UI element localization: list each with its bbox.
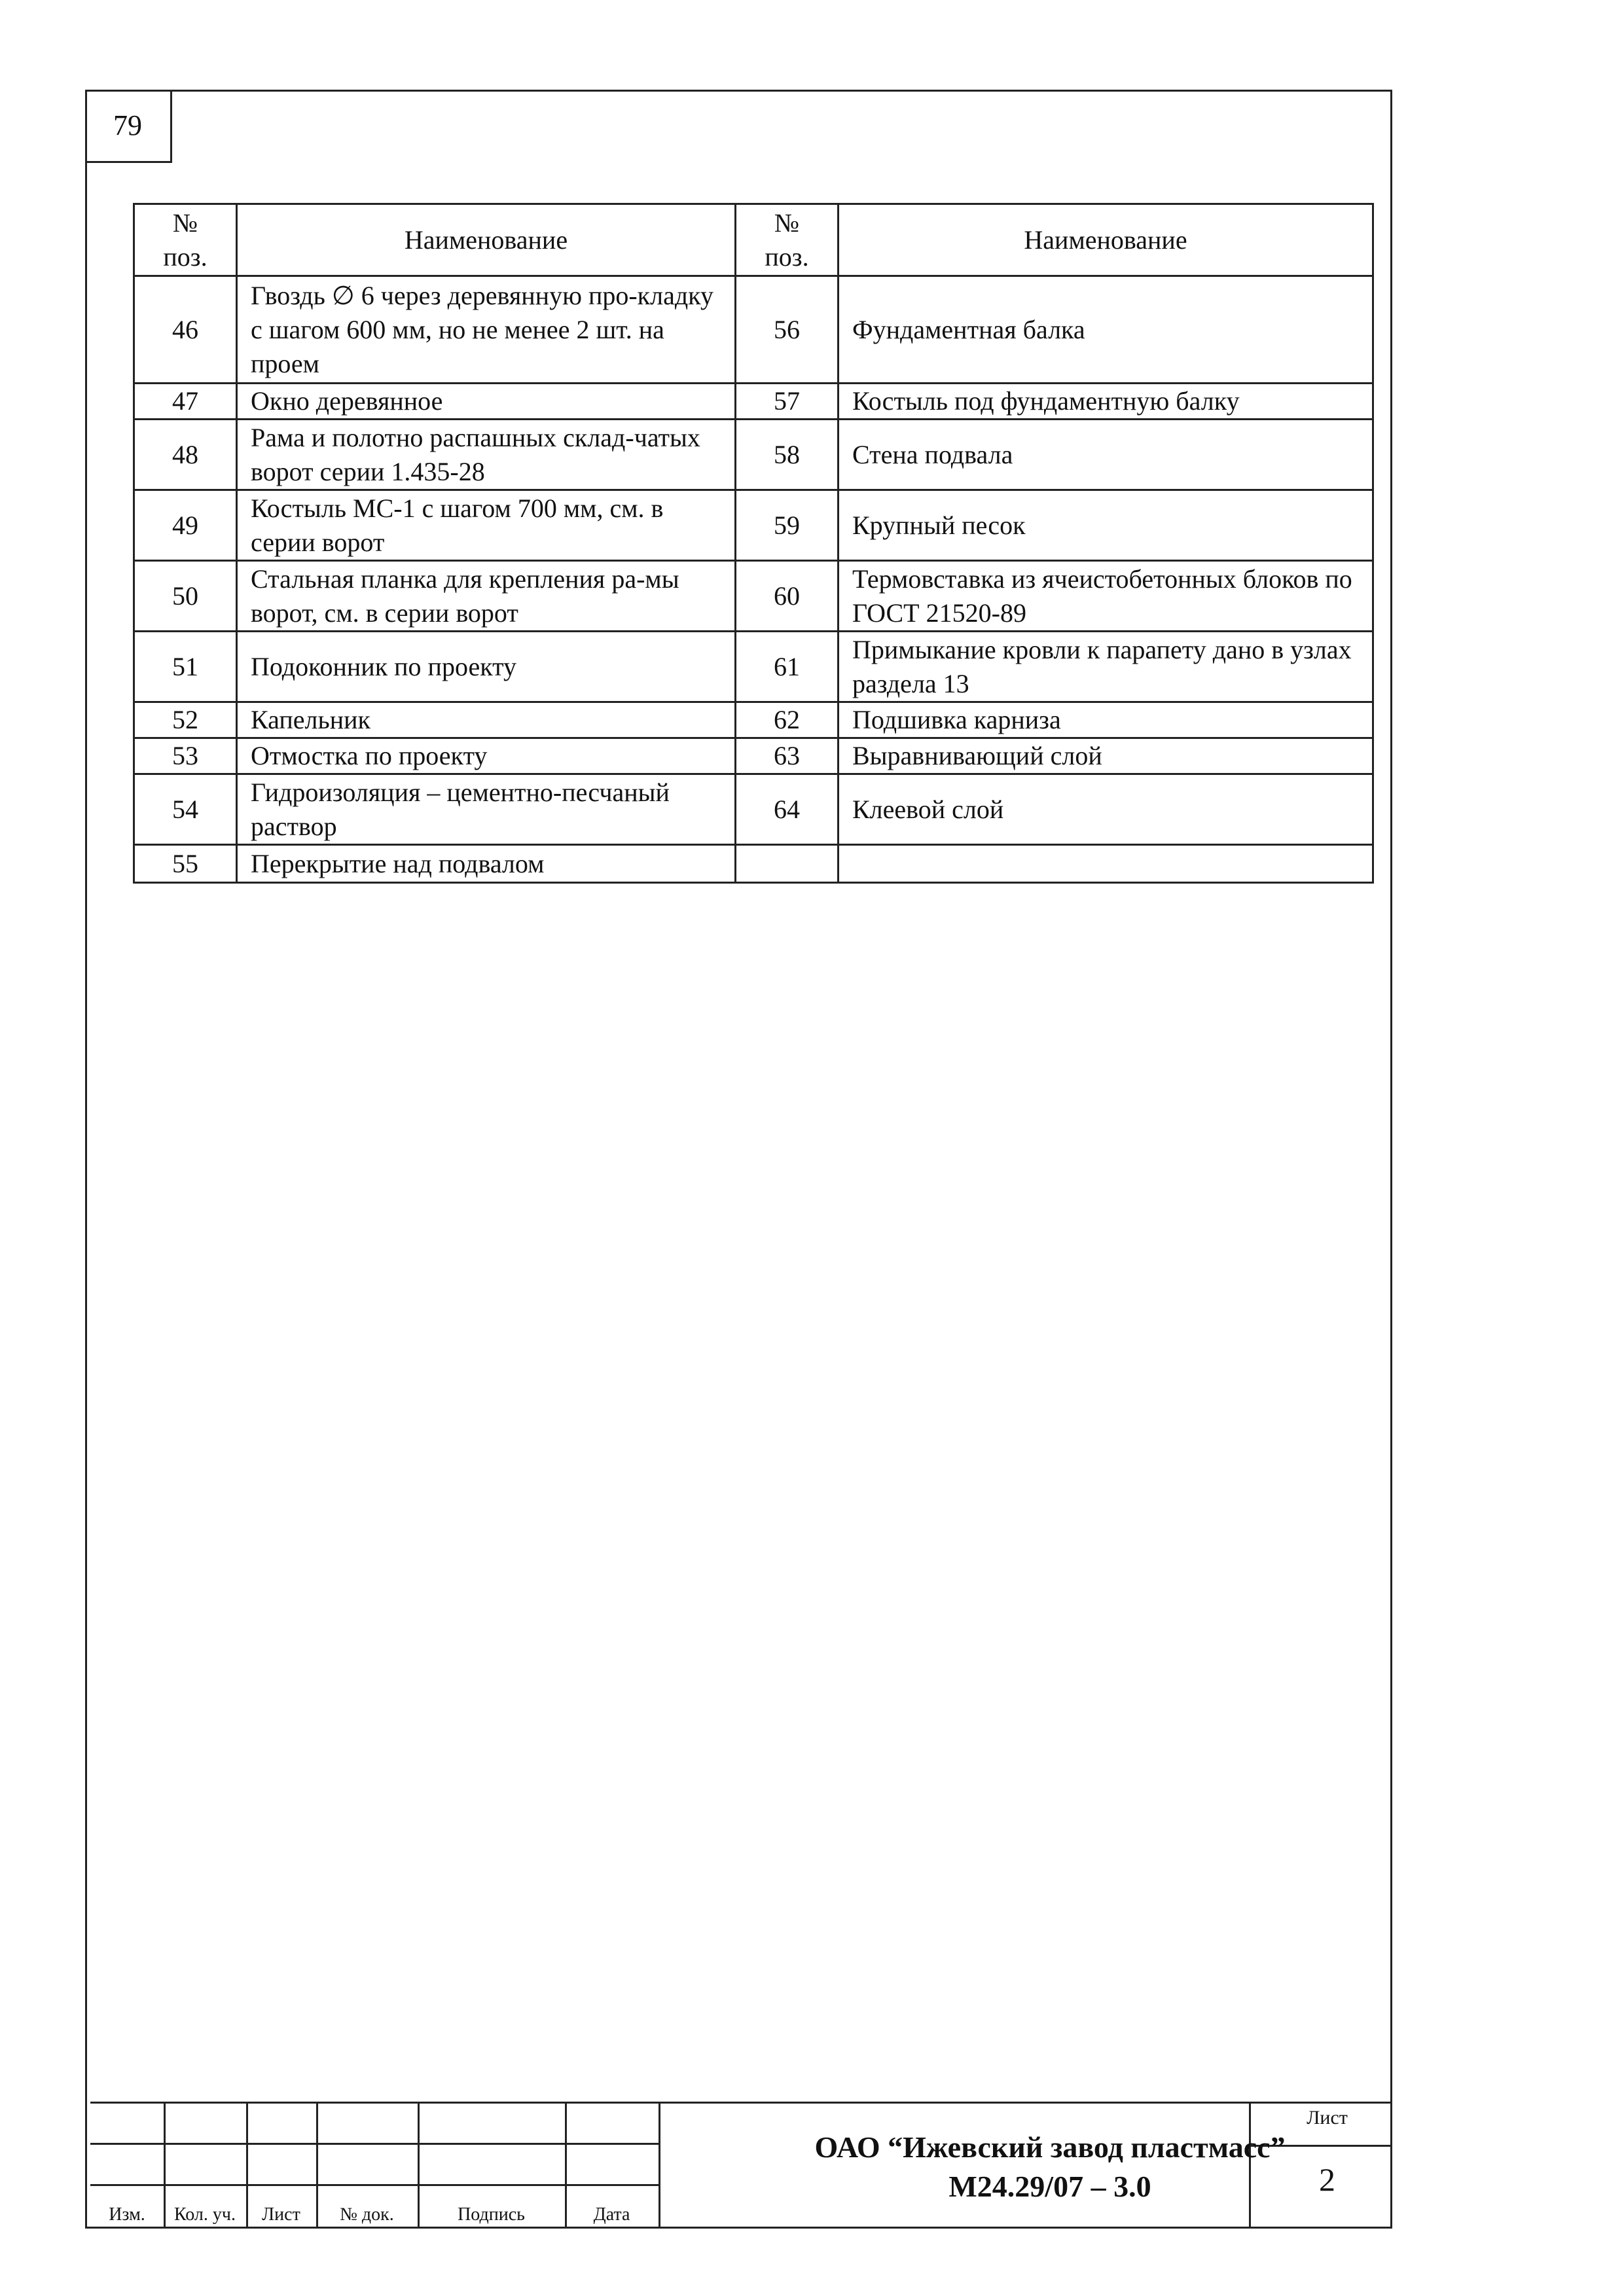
pos-right	[736, 845, 839, 883]
name-right: Выравнивающий слой	[839, 738, 1373, 774]
pos-left: 50	[134, 561, 237, 632]
table-row	[134, 490, 1373, 561]
table-row	[134, 561, 1373, 632]
name-right: Подшивка карниза	[839, 702, 1373, 738]
pos-left: 52	[134, 702, 237, 738]
name-right: Клеевой слой	[839, 774, 1373, 845]
table-row	[134, 276, 1373, 384]
stamp-line	[90, 2102, 1392, 2104]
pos-right: 62	[736, 702, 839, 738]
stamp-line	[90, 2143, 660, 2145]
pos-right: 63	[736, 738, 839, 774]
stamp-title	[753, 2128, 1347, 2206]
stamp-label-doc-no: № док.	[340, 2204, 394, 2225]
stamp-label-signature: Подпись	[458, 2204, 525, 2225]
page-number: 79	[85, 90, 172, 163]
table-header-row	[134, 204, 1373, 276]
name-right	[839, 845, 1373, 883]
table-row	[134, 420, 1373, 490]
table-row	[134, 774, 1373, 845]
pos-right: 61	[736, 632, 839, 702]
pos-left: 49	[134, 490, 237, 561]
pos-right: 64	[736, 774, 839, 845]
specification-table	[133, 203, 1374, 884]
pos-right: 60	[736, 561, 839, 632]
pos-left: 53	[134, 738, 237, 774]
pos-right: 56	[736, 276, 839, 384]
pos-header-left	[134, 204, 237, 276]
name-right: Стена подвала	[839, 420, 1373, 490]
stamp-label-date: Дата	[593, 2204, 630, 2225]
name-left: Гидроизоляция – цементно-песчаный раствор	[237, 774, 736, 845]
table-row	[134, 845, 1373, 883]
name-right: Костыль под фундаментную балку	[839, 384, 1373, 420]
document-code: М24.29/07 – 3.0	[948, 2170, 1151, 2203]
stamp-label-izm: Изм.	[109, 2204, 145, 2225]
table-row	[134, 632, 1373, 702]
table-row	[134, 738, 1373, 774]
stamp-label-kol-uch: Кол. уч.	[174, 2204, 236, 2225]
name-left: Капельник	[237, 702, 736, 738]
stamp-label-list: Лист	[262, 2204, 300, 2225]
name-header-right: Наименование	[839, 204, 1373, 276]
name-left: Гвоздь ∅ 6 через деревянную про-кладку с шагом 600 мм, но не менее 2 шт. на проем	[237, 276, 736, 384]
name-left: Окно деревянное	[237, 384, 736, 420]
pos-left: 46	[134, 276, 237, 384]
pos-right: 57	[736, 384, 839, 420]
pos-header-sub: поз.	[765, 242, 809, 272]
name-left: Рама и полотно распашных склад-чатых ворот серии 1.435-28	[237, 420, 736, 490]
sheet-number: 2	[1319, 2161, 1335, 2198]
title-block-stamp	[90, 2102, 1392, 2229]
name-right: Фундаментная балка	[839, 276, 1373, 384]
pos-header-symbol: №	[172, 207, 198, 238]
pos-right: 59	[736, 490, 839, 561]
table-row	[134, 702, 1373, 738]
pos-right: 58	[736, 420, 839, 490]
pos-left: 51	[134, 632, 237, 702]
name-left: Стальная планка для крепления ра-мы ворот, см. в серии ворот	[237, 561, 736, 632]
stamp-line	[659, 2102, 660, 2229]
pos-left: 48	[134, 420, 237, 490]
pos-header-right	[736, 204, 839, 276]
name-header-left: Наименование	[237, 204, 736, 276]
name-left: Отмостка по проекту	[237, 738, 736, 774]
pos-left: 55	[134, 845, 237, 883]
pos-left: 54	[134, 774, 237, 845]
name-right: Термовставка из ячеистобетонных блоков по ГОСТ 21520-89	[839, 561, 1373, 632]
name-left: Костыль МС-1 с шагом 700 мм, см. в серии ворот	[237, 490, 736, 561]
stamp-line	[90, 2184, 660, 2186]
pos-header-symbol: №	[774, 207, 800, 238]
organization-name: ОАО “Ижевский завод пластмасс”	[814, 2130, 1286, 2164]
table-row	[134, 384, 1373, 420]
pos-left: 47	[134, 384, 237, 420]
sheet-label: Лист	[1307, 2107, 1348, 2128]
name-left: Подоконник по проекту	[237, 632, 736, 702]
name-right: Крупный песок	[839, 490, 1373, 561]
name-left: Перекрытие над подвалом	[237, 845, 736, 883]
pos-header-sub: поз.	[163, 242, 208, 272]
name-right: Примыкание кровли к парапету дано в узлах раздела 13	[839, 632, 1373, 702]
